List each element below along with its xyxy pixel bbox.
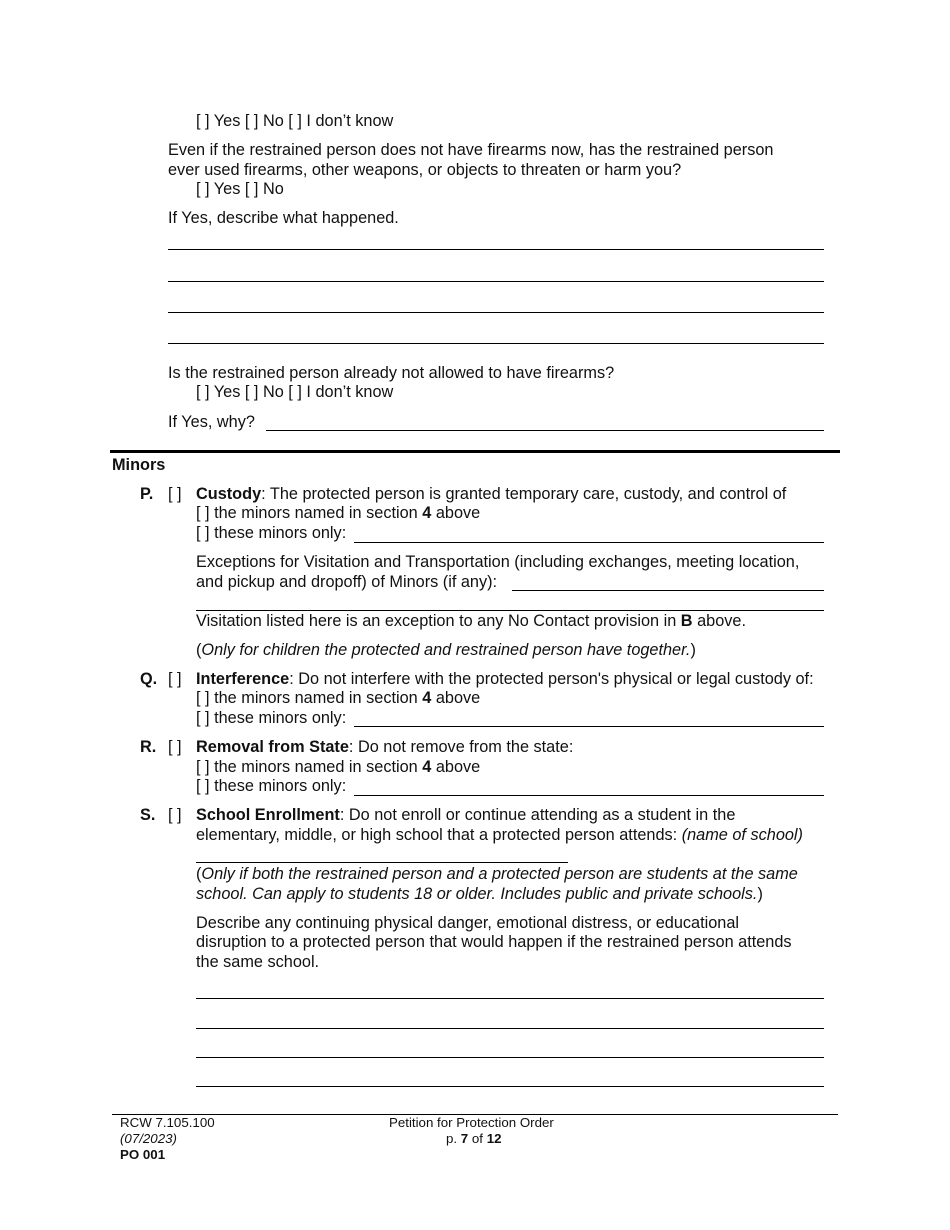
item-q-option-section4[interactable]: [ ] the minors named in section 4 above bbox=[196, 689, 481, 707]
item-s-answer-line-1[interactable] bbox=[196, 998, 824, 999]
item-p-children-note: (Only for children the protected and restrained person have together.) bbox=[196, 641, 696, 659]
item-p-letter: P. bbox=[140, 485, 154, 503]
item-q-letter: Q. bbox=[140, 670, 158, 688]
firearms-q3-why-label: If Yes, why? bbox=[168, 413, 255, 431]
section-divider bbox=[110, 450, 840, 453]
item-s-desc: : Do not enroll or continue attending as a student in the bbox=[339, 806, 736, 824]
item-p-text bbox=[196, 485, 786, 504]
firearms-q3: Is the restrained person already not allowed to have firearms? bbox=[168, 364, 615, 382]
item-p-title: Custody bbox=[196, 485, 262, 503]
item-p-exceptions-line2: and pickup and dropoff) of Minors (if any): bbox=[196, 573, 498, 591]
item-s-school-name-line[interactable] bbox=[196, 862, 568, 863]
item-p-option-section4[interactable]: [ ] the minors named in section 4 above bbox=[196, 504, 481, 522]
item-s-checkbox[interactable]: [ ] bbox=[168, 806, 182, 824]
item-p-minors-line[interactable] bbox=[354, 542, 824, 543]
describe-answer-line-3[interactable] bbox=[168, 312, 824, 313]
item-r-option-section4[interactable]: [ ] the minors named in section 4 above bbox=[196, 758, 481, 776]
item-r-desc: : Do not remove from the state: bbox=[348, 738, 574, 756]
item-s-line2: elementary, middle, or high school that a protected person attends: (name of school) bbox=[196, 826, 803, 844]
item-p-visitation-note: Visitation listed here is an exception to any No Contact provision in B above. bbox=[196, 612, 746, 630]
item-p-option-these-minors[interactable]: [ ] these minors only: bbox=[196, 524, 347, 542]
footer-title: Petition for Protection Order bbox=[389, 1115, 554, 1130]
firearms-q2-options[interactable]: [ ] Yes [ ] No bbox=[196, 180, 284, 198]
firearms-q1-options[interactable]: [ ] Yes [ ] No [ ] I don’t know bbox=[196, 112, 394, 130]
item-p-exceptions-line-a[interactable] bbox=[512, 590, 824, 591]
firearms-q3-options[interactable]: [ ] Yes [ ] No [ ] I don’t know bbox=[196, 383, 394, 401]
item-q-minors-line[interactable] bbox=[354, 726, 824, 727]
item-s-note-line1: (Only if both the restrained person and a protected person are students at the same bbox=[196, 865, 798, 883]
item-r-checkbox[interactable]: [ ] bbox=[168, 738, 182, 756]
item-r-minors-line[interactable] bbox=[354, 795, 824, 796]
item-p-exceptions-line-b[interactable] bbox=[196, 610, 824, 611]
describe-answer-line-2[interactable] bbox=[168, 281, 824, 282]
item-q-title: Interference bbox=[196, 670, 290, 688]
item-s-title: School Enrollment bbox=[196, 806, 340, 824]
item-s-note-line2: school. Can apply to students 18 or older. Includes public and private schools.) bbox=[196, 885, 763, 903]
firearms-q2-line2: ever used firearms, other weapons, or objects to threaten or harm you? bbox=[168, 161, 682, 179]
describe-answer-line-1[interactable] bbox=[168, 249, 824, 250]
footer-date: (07/2023) bbox=[120, 1131, 177, 1146]
item-q-checkbox[interactable]: [ ] bbox=[168, 670, 182, 688]
item-q-desc: : Do not interfere with the protected person's physical or legal custody of: bbox=[289, 670, 814, 688]
item-p-exceptions-line1: Exceptions for Visitation and Transportation (including exchanges, meeting location, bbox=[196, 553, 800, 571]
item-r-text bbox=[196, 738, 573, 757]
footer-rcw: RCW 7.105.100 bbox=[120, 1115, 215, 1130]
item-p-desc: : The protected person is granted temporary care, custody, and control of bbox=[261, 485, 787, 503]
describe-answer-line-4[interactable] bbox=[168, 343, 824, 344]
item-s-describe-line3: the same school. bbox=[196, 953, 320, 971]
item-s-describe-line1: Describe any continuing physical danger, emotional distress, or educational bbox=[196, 914, 740, 932]
item-s-answer-line-3[interactable] bbox=[196, 1057, 824, 1058]
item-s-text bbox=[196, 806, 735, 825]
item-r-option-these-minors[interactable]: [ ] these minors only: bbox=[196, 777, 347, 795]
item-s-answer-line-2[interactable] bbox=[196, 1028, 824, 1029]
item-s-letter: S. bbox=[140, 806, 156, 824]
item-q-text bbox=[196, 670, 814, 689]
item-r-title: Removal from State bbox=[196, 738, 349, 756]
firearms-q2-line1: Even if the restrained person does not have firearms now, has the restrained person bbox=[168, 141, 774, 159]
firearms-q2-describe-label: If Yes, describe what happened. bbox=[168, 209, 399, 227]
item-q-option-these-minors[interactable]: [ ] these minors only: bbox=[196, 709, 347, 727]
item-s-answer-line-4[interactable] bbox=[196, 1086, 824, 1087]
footer-page-number: p. 7 of 12 bbox=[446, 1131, 502, 1146]
item-s-describe-line2: disruption to a protected person that would happen if the restrained person attends bbox=[196, 933, 792, 951]
footer-form-number: PO 001 bbox=[120, 1147, 166, 1162]
item-p-checkbox[interactable]: [ ] bbox=[168, 485, 182, 503]
item-r-letter: R. bbox=[140, 738, 157, 756]
minors-heading: Minors bbox=[112, 456, 166, 474]
why-answer-line[interactable] bbox=[266, 430, 824, 431]
